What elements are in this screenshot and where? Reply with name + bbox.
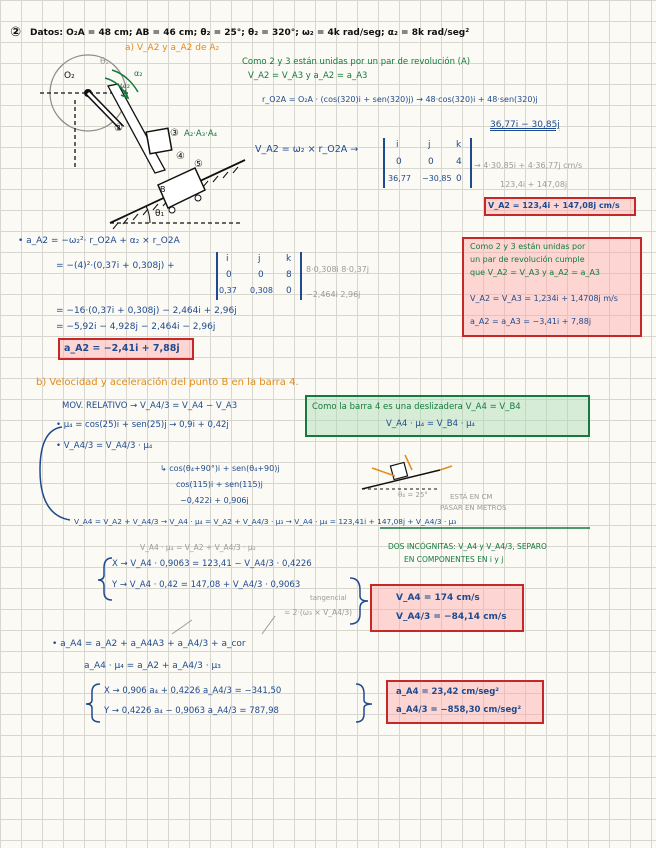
accel-eq-4: = −5,92i − 4,928j − 2,464i − 2,96j bbox=[56, 322, 216, 332]
velocity-result-va4-3: V_A4/3 = −84,14 cm/s bbox=[396, 612, 507, 622]
small-slider bbox=[390, 462, 407, 479]
accel-result-aa4: a_A4 = 23,42 cm/seg² bbox=[396, 687, 499, 697]
unknowns-note-2: EN COMPONENTES EN i y j bbox=[404, 555, 504, 564]
accel-main-equation: • a_A4 = a_A2 + a_A4A3 + a_A4/3 + a_cor bbox=[52, 639, 246, 649]
velocity-matrix-j: j bbox=[428, 140, 431, 150]
accel-cross-1: 8·0,308i 8·0,37j bbox=[306, 265, 369, 274]
label-b: B bbox=[160, 185, 166, 194]
relative-velocity: • V_A4/3 = V_A4/3 · μ₄ bbox=[56, 441, 153, 451]
brace-x-y-velocity bbox=[98, 558, 112, 600]
incline-angle-note: θ₄ = 25° bbox=[398, 491, 428, 499]
accel-result: a_A2 = −2,41i + 7,88j bbox=[64, 343, 180, 354]
mu3-direction-3: −0,422i + 0,906j bbox=[180, 496, 249, 505]
accel-matrix-r1c2: 0 bbox=[258, 270, 264, 280]
label-link-2: ② bbox=[114, 123, 123, 134]
label-o2: O₂ bbox=[64, 71, 75, 81]
label-alpha2: α₂ bbox=[134, 69, 143, 78]
velocity-matrix-k: k bbox=[456, 140, 462, 150]
equivalence-note-2: un par de revolución cumple bbox=[470, 255, 585, 264]
tangential-note: tangencial bbox=[310, 594, 347, 602]
accel-cross-2: −2,464i 2,96j bbox=[306, 290, 361, 299]
equivalence-velocity: V_A2 = V_A3 = 1,234i + 1,4708j m/s bbox=[470, 294, 618, 303]
velocity-matrix-r1c1: 0 bbox=[396, 157, 402, 167]
unit-vector-mu4: • μ₄ = cos(25)i + sen(25)j → 0,9i + 0,42j bbox=[56, 420, 229, 430]
units-note-1: ESTÁ EN CM bbox=[450, 493, 493, 501]
brace-accel-result bbox=[356, 684, 372, 722]
slider-condition-2: V_A4 · μ₄ = V_B4 · μ₄ bbox=[386, 419, 475, 429]
units-note-2: PASAR EN METROS bbox=[440, 504, 507, 512]
relative-motion: MOV. RELATIVO → V_A4/3 = V_A4 − V_A3 bbox=[62, 401, 238, 411]
velocity-eq: V_A2 = ω₂ × r_O2A → bbox=[255, 144, 359, 155]
velocity-matrix-i: i bbox=[396, 140, 399, 150]
velocity-result-va4: V_A4 = 174 cm/s bbox=[396, 593, 480, 603]
accel-matrix-k: k bbox=[286, 254, 292, 264]
position-vector-eq: r_O2A = O₂A · (cos(320)i + sen(320)j) → 48·cos(320)i + 48·sen(320)j bbox=[262, 95, 538, 104]
coriolis-note: = 2·(ω₃ × V_A4/3) bbox=[284, 608, 353, 617]
label-link-5: ⑤ bbox=[194, 159, 203, 170]
equivalence-note-1: Como 2 y 3 están unidas por bbox=[470, 242, 586, 251]
brace-x-y-accel bbox=[86, 684, 100, 722]
unknowns-note-1: DOS INCÓGNITAS: V_A4 y V_A4/3, SEPARO bbox=[388, 542, 547, 551]
given-data: Datos: O₂A = 48 cm; AB = 46 cm; θ₂ = 25°; θ₂ = 320°; ω₂ = 4k rad/seg; α₂ = 8k rad/seg² bbox=[30, 28, 470, 38]
velocity-cross-result: → 4·30,85i + 4·36,77j cm/s bbox=[474, 161, 583, 170]
velocity-results-box bbox=[370, 584, 524, 632]
accel-x-equation: X → 0,906 a₄ + 0,4226 a_A4/3 = −341,50 bbox=[104, 686, 282, 696]
accel-y-equation: Y → 0,4226 a₄ − 0,9063 a_A4/3 = 787,98 bbox=[104, 706, 279, 716]
velocity-matrix-r2c2: −30,85 bbox=[422, 174, 452, 183]
velocity-matrix-r1c2: 0 bbox=[428, 157, 434, 167]
part-a-note-1: Como 2 y 3 están unidas por un par de revolución (A) bbox=[242, 57, 471, 67]
accel-matrix-r2c1: 0,37 bbox=[219, 286, 237, 295]
position-vector-result: 36,77i − 30,85j bbox=[490, 120, 560, 130]
mu3-direction: ↳ cos(θ₄+90°)i + sen(θ₄+90)j bbox=[160, 464, 280, 473]
part-a-note-2: V_A2 = V_A3 y a_A2 = a_A3 bbox=[248, 71, 368, 81]
slider-condition-1: Como la barra 4 es una deslizadera V_A4 = V_B4 bbox=[312, 402, 521, 412]
accel-matrix-r1c1: 0 bbox=[226, 270, 232, 280]
accel-matrix-j: j bbox=[258, 254, 261, 264]
label-link-4: ④ bbox=[176, 151, 185, 162]
velocity-y-equation: Y → V_A4 · 0,42 = 147,08 + V_A4/3 · 0,9063 bbox=[112, 580, 301, 590]
equivalence-note-3: que V_A2 = V_A3 y a_A2 = a_A3 bbox=[470, 268, 601, 277]
accel-sub-equation: a_A4 · μ₄ = a_A2 + a_A4/3 · μ₃ bbox=[84, 661, 221, 671]
label-link-3: ③ bbox=[170, 128, 179, 139]
label-a-points: A₂·A₃·A₄ bbox=[184, 129, 218, 139]
velocity-matrix-r2c3: 0 bbox=[456, 174, 462, 184]
label-theta1: θ₁ bbox=[155, 209, 165, 219]
part-a-title: a) V_A2 y a_A2 de A₂ bbox=[125, 43, 220, 53]
accel-eq-3: = −16·(0,37i + 0,308j) − 2,464i + 2,96j bbox=[56, 306, 237, 316]
slider-block bbox=[146, 128, 171, 153]
accel-matrix-r2c2: 0,308 bbox=[250, 286, 273, 295]
brace-velocity-result bbox=[350, 578, 368, 624]
velocity-x-equation: X → V_A4 · 0,9063 = 123,41 − V_A4/3 · 0,4226 bbox=[112, 559, 312, 569]
velocity-main-equation: V_A4 = V_A2 + V_A4/3 → V_A4 · μ₄ = V_A2 + V_A4/3 · μ₃ → V_A4 · μ₄ = 123,41i + 147,08j + V_A4/3 · μ₃ bbox=[74, 517, 457, 526]
velocity-result: V_A2 = 123,4i + 147,08j cm/s bbox=[488, 201, 620, 210]
label-omega2: ω₂ bbox=[120, 81, 130, 90]
theta-arc bbox=[146, 206, 150, 223]
accel-eq-1: • a_A2 = −ω₂²· r_O2A + α₂ × r_O2A bbox=[18, 236, 180, 246]
accel-matrix-r2c3: 0 bbox=[286, 286, 292, 296]
accel-matrix-r1c3: 8 bbox=[286, 270, 292, 280]
accel-matrix-i: i bbox=[226, 254, 229, 264]
accel-result-aa4-3: a_A4/3 = −858,30 cm/seg² bbox=[396, 705, 522, 715]
label-theta2: θ₂ bbox=[100, 57, 110, 67]
accel-eq-2: = −(4)²·(0,37i + 0,308j) + bbox=[56, 261, 175, 271]
velocity-sub-equation: V_A4 · μ₄ = V_A2 + V_A4/3 · μ₃ bbox=[140, 543, 256, 552]
velocity-cross-result-2: 123,4i + 147,08j bbox=[500, 180, 568, 189]
problem-number: ② bbox=[10, 25, 22, 40]
part-b-title: b) Velocidad y aceleración del punto B en la barra 4. bbox=[36, 377, 299, 388]
velocity-matrix-r1c3: 4 bbox=[456, 157, 462, 167]
mu3-direction-2: cos(115)i + sen(115)j bbox=[176, 480, 263, 489]
velocity-matrix-r2c1: 36,77 bbox=[388, 174, 411, 183]
equivalence-accel: a_A2 = a_A3 = −3,41i + 7,88j bbox=[470, 317, 592, 326]
